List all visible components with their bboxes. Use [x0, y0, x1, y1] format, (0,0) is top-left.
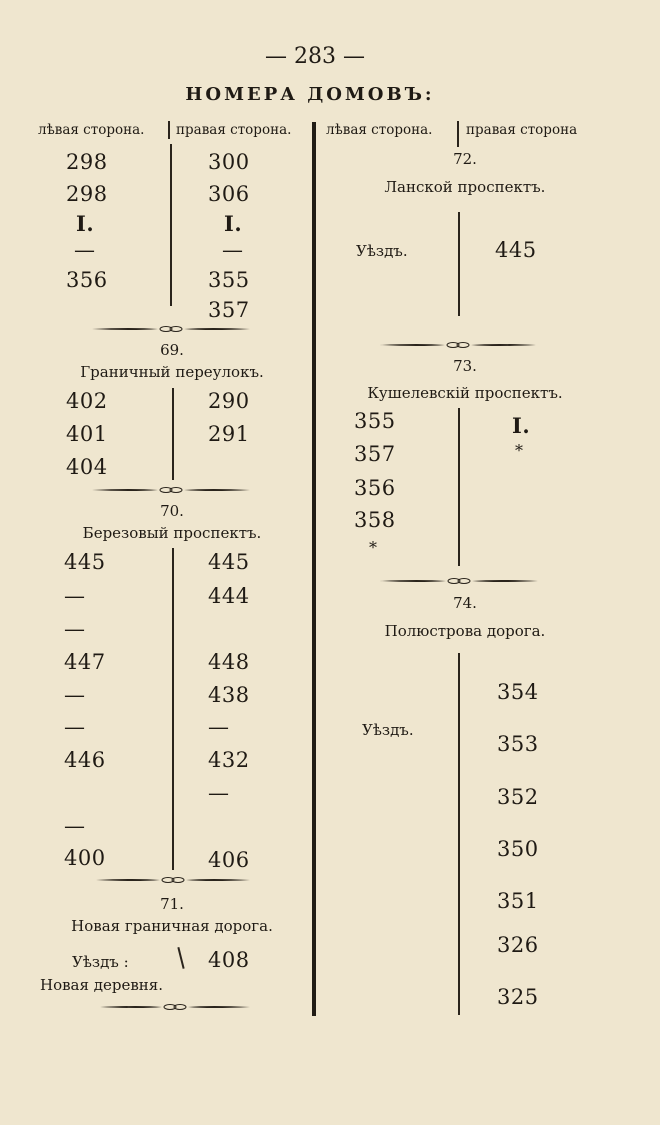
village-name: Новая деревня.	[40, 976, 163, 994]
uezd-label: Уѣздъ.	[356, 242, 408, 260]
header-divider	[457, 121, 459, 147]
house-number: 350	[497, 837, 539, 861]
block-divider	[177, 947, 184, 969]
asterisk-mark: *	[515, 441, 523, 460]
house-number: 444	[208, 584, 250, 608]
house-number: 402	[66, 389, 108, 413]
block-divider	[172, 388, 174, 480]
ornament-divider	[92, 326, 250, 332]
house-number: 351	[497, 889, 539, 913]
house-number: 404	[66, 455, 108, 479]
page-number: — 283 —	[265, 44, 365, 69]
street-name: Кушелевскій проспектъ.	[367, 384, 563, 402]
house-number: I.	[512, 413, 531, 438]
house-number: 401	[66, 422, 108, 446]
house-number: 354	[497, 680, 539, 704]
house-number: 353	[497, 732, 539, 756]
house-number: 445	[208, 550, 250, 574]
ornament-divider	[100, 1004, 250, 1010]
house-number: 448	[208, 650, 250, 674]
street-name: Ланской проспектъ.	[384, 178, 546, 196]
house-number: I.	[76, 211, 95, 236]
house-number: 356	[66, 268, 108, 292]
uezd-label: Уѣздъ.	[362, 721, 414, 739]
header-right-side: правая сторона	[466, 122, 578, 138]
dash: —	[208, 715, 230, 739]
dash: —	[64, 617, 86, 641]
house-number: 358	[354, 508, 396, 532]
section-number: 70.	[160, 502, 184, 520]
section-number: 72.	[453, 150, 477, 168]
house-number: 445	[495, 238, 537, 262]
house-number: 408	[208, 948, 250, 972]
header-right-side: правая сторона.	[176, 122, 292, 138]
ornament-divider	[96, 877, 250, 883]
street-name: Березовый проспектъ.	[82, 524, 262, 542]
house-number: 352	[497, 785, 539, 809]
house-number: 355	[354, 409, 396, 433]
section-number: 73.	[453, 357, 477, 375]
header-left-side: лѣвая сторона.	[38, 122, 145, 138]
header-left-side: лѣвая сторона.	[326, 122, 433, 138]
ornament-divider	[380, 578, 538, 584]
house-number: 300	[208, 150, 250, 174]
house-number: 357	[354, 442, 396, 466]
house-number: 291	[208, 422, 250, 446]
house-number: 406	[208, 848, 250, 872]
house-number: 355	[208, 268, 250, 292]
uezd-label: Уѣздъ :	[72, 953, 129, 971]
center-column-divider	[312, 122, 316, 1016]
house-number: 290	[208, 389, 250, 413]
block-divider	[172, 548, 174, 870]
ornament-divider	[380, 342, 536, 348]
block-divider	[458, 408, 460, 566]
dash: —	[222, 238, 244, 262]
section-number: 69.	[160, 341, 184, 359]
house-number: 432	[208, 748, 250, 772]
house-number: 356	[354, 476, 396, 500]
house-number: I.	[224, 211, 243, 236]
dash: —	[208, 781, 230, 805]
section-number: 71.	[160, 895, 184, 913]
house-number: 445	[64, 550, 106, 574]
ornament-divider	[92, 487, 250, 493]
page-title: НОМЕРА ДОМОВЪ:	[185, 84, 435, 105]
street-name: Полюстрова дорога.	[384, 622, 546, 640]
block-divider	[458, 212, 460, 316]
dash: —	[64, 683, 86, 707]
dash: —	[64, 814, 86, 838]
house-number: 325	[497, 985, 539, 1009]
house-number: 447	[64, 650, 106, 674]
block-divider	[170, 144, 172, 306]
asterisk-mark: *	[369, 538, 377, 557]
house-number: 298	[66, 182, 108, 206]
house-number: 326	[497, 933, 539, 957]
dash: —	[64, 715, 86, 739]
house-number: 446	[64, 748, 106, 772]
house-number: 438	[208, 683, 250, 707]
house-number: 298	[66, 150, 108, 174]
house-number: 357	[208, 298, 250, 322]
house-number: 400	[64, 846, 106, 870]
street-name: Новая граничная дорога.	[71, 917, 273, 935]
house-number: 306	[208, 182, 250, 206]
header-divider	[168, 121, 170, 139]
section-number: 74.	[453, 594, 477, 612]
street-name: Граничный переулокъ.	[80, 363, 264, 381]
dash: —	[64, 584, 86, 608]
dash: —	[74, 238, 96, 262]
block-divider	[458, 653, 460, 1015]
